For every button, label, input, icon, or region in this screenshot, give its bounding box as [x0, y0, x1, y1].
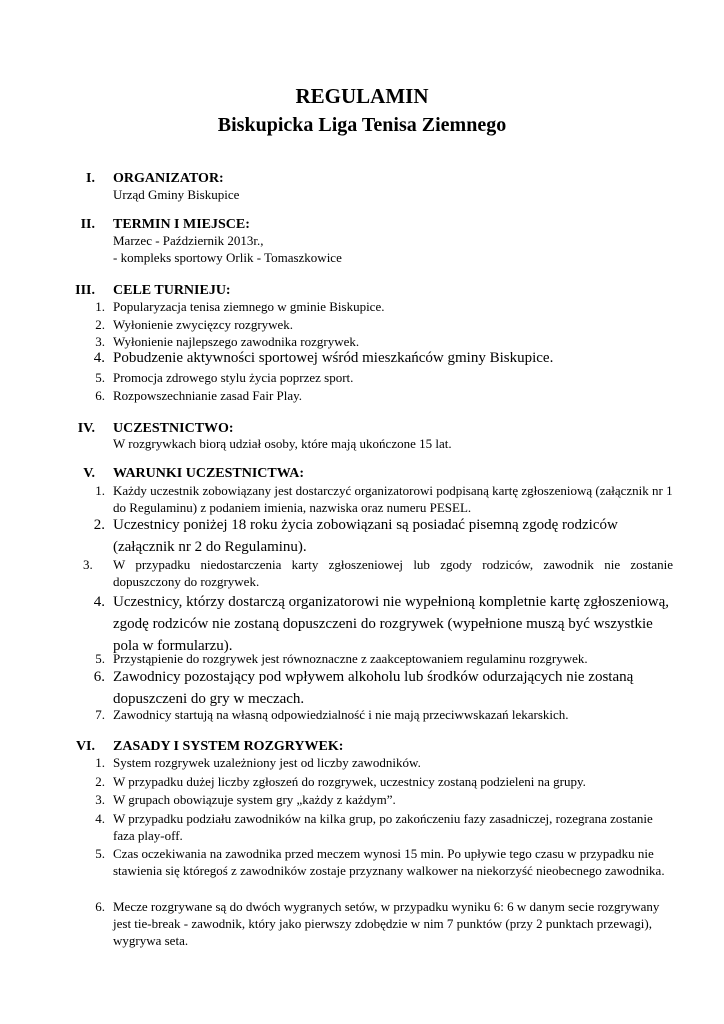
- section-heading: WARUNKI UCZESTNICTWA:: [113, 466, 304, 481]
- section-heading: ORGANIZATOR:: [113, 171, 224, 186]
- item-text: W przypadku podziału zawodników na kilka grup, po zakończeniu fazy zasadniczej, rozegrana zostanie faza play-off.: [113, 811, 653, 843]
- item-text: Promocja zdrowego stylu życia poprzez sport.: [113, 370, 354, 385]
- item-number: 5.: [95, 370, 105, 385]
- item-number: 7.: [95, 707, 105, 722]
- item-number: 3.: [95, 792, 105, 807]
- item-text: Mecze rozgrywane są do dwóch wygranych setów, w przypadku wyniku 6: 6 w danym secie rozgrywany jest tie-break - zawodnik, który jako pierwszy zdobędzie w nim 7 punktów (przy 2 punktach przewagi), wygrywa seta.: [113, 899, 660, 948]
- section-number: VI.: [75, 739, 95, 754]
- list-item: [95, 706, 673, 723]
- item-number: 2.: [93, 517, 105, 533]
- item-number: 4.: [95, 811, 105, 826]
- section-number: I.: [86, 171, 95, 186]
- section-number: IV.: [77, 421, 95, 436]
- section-line: Marzec - Październik 2013r.,: [113, 233, 264, 248]
- section-number: II.: [80, 217, 95, 232]
- item-text: Pobudzenie aktywności sportowej wśród mieszkańców gminy Biskupice.: [113, 350, 554, 366]
- list-item: [93, 347, 673, 369]
- item-text: Zawodnicy pozostający pod wpływem alkoholu lub środków odurzających nie zostaną dopuszczeni do gry w meczach.: [113, 669, 634, 707]
- item-number: 5.: [95, 846, 105, 861]
- item-text: Rozpowszechnianie zasad Fair Play.: [113, 388, 303, 403]
- item-number: 2.: [95, 317, 105, 332]
- list-item: [93, 591, 673, 657]
- section-line: - kompleks sportowy Orlik - Tomaszkowice: [113, 250, 342, 265]
- item-number: 6.: [95, 899, 105, 914]
- list-item: [93, 514, 673, 558]
- list-item: [95, 845, 673, 879]
- item-number: 3.: [83, 557, 93, 572]
- item-number: 4.: [93, 350, 105, 366]
- item-number: 1.: [95, 299, 105, 314]
- section-number: III.: [75, 283, 95, 298]
- section-line: W rozgrywkach biorą udział osoby, które mają ukończone 15 lat.: [113, 436, 452, 451]
- document-title: REGULAMIN: [295, 84, 429, 108]
- list-item: [95, 791, 673, 808]
- item-text: Popularyzacja tenisa ziemnego w gminie Biskupice.: [113, 299, 385, 314]
- item-number: 1.: [95, 483, 105, 498]
- list-item: [95, 898, 673, 949]
- document-subtitle: Biskupicka Liga Tenisa Ziemnego: [217, 114, 507, 136]
- section-number: V.: [83, 466, 95, 481]
- item-number: 3.: [95, 334, 105, 349]
- list-item: [95, 387, 673, 404]
- item-number: 2.: [95, 774, 105, 789]
- item-text: W grupach obowiązuje system gry „każdy z każdym”.: [113, 792, 396, 807]
- section-line: Urząd Gminy Biskupice: [113, 187, 240, 202]
- item-text: Zawodnicy startują na własną odpowiedzialność i nie mają przeciwwskazań lekarskich.: [113, 707, 569, 722]
- list-item: [93, 666, 673, 710]
- list-item: [95, 298, 673, 315]
- item-text: Wyłonienie najlepszego zawodnika rozgrywek.: [113, 334, 360, 349]
- section-heading: ZASADY I SYSTEM ROZGRYWEK:: [113, 739, 344, 754]
- list-item: [95, 369, 673, 386]
- item-text: W przypadku dużej liczby zgłoszeń do rozgrywek, uczestnicy zostaną podzieleni na grupy.: [113, 774, 586, 789]
- section-heading: UCZESTNICTWO:: [113, 421, 234, 436]
- item-number: 6.: [95, 388, 105, 403]
- list-item: [95, 482, 673, 516]
- list-item: [83, 556, 673, 590]
- list-item: [95, 773, 673, 790]
- item-text: Czas oczekiwania na zawodnika przed meczem wynosi 15 min. Po upływie tego czasu w przypadku nie stawienia się któregoś z zawodników zostaje przyznany walkower na niekorzyść nieobecnego zawodnika.: [113, 846, 665, 878]
- list-item: [95, 754, 673, 771]
- item-text: Uczestnicy poniżej 18 roku życia zobowiązani są posiadać pisemną zgodę rodziców (załącznik nr 2 do Regulaminu).: [113, 517, 618, 555]
- item-text: Przystąpienie do rozgrywek jest równoznaczne z zaakceptowaniem regulaminu rozgrywek.: [113, 651, 588, 666]
- item-number: 6.: [93, 669, 105, 685]
- section-heading: CELE TURNIEJU:: [113, 283, 231, 298]
- item-text: System rozgrywek uzależniony jest od liczby zawodników.: [113, 755, 421, 770]
- item-number: 5.: [95, 651, 105, 666]
- list-item: [95, 650, 673, 667]
- list-item: [95, 810, 673, 844]
- item-text: Każdy uczestnik zobowiązany jest dostarczyć organizatorowi podpisaną kartę zgłoszeniową (załącznik nr 1 do Regulaminu) z podaniem imienia, nazwiska oraz numeru PESEL.: [113, 483, 673, 515]
- item-text: Uczestnicy, którzy dostarczą organizatorowi nie wypełnioną kompletnie kartę zgłoszeniową, zgodę rodziców nie zostaną dopuszczeni do rozgrywek (wypełnione muszą być wszystkie pola w formularzu).: [113, 594, 670, 654]
- list-item: [95, 316, 673, 333]
- item-text: W przypadku niedostarczenia karty zgłoszeniowej lub zgody rodziców, zawodnik nie zostanie dopuszczony do rozgrywek.: [113, 557, 673, 589]
- item-number: 1.: [95, 755, 105, 770]
- section-heading: TERMIN I MIEJSCE:: [113, 217, 250, 232]
- item-number: 4.: [93, 594, 105, 610]
- item-text: Wyłonienie zwycięzcy rozgrywek.: [113, 317, 294, 332]
